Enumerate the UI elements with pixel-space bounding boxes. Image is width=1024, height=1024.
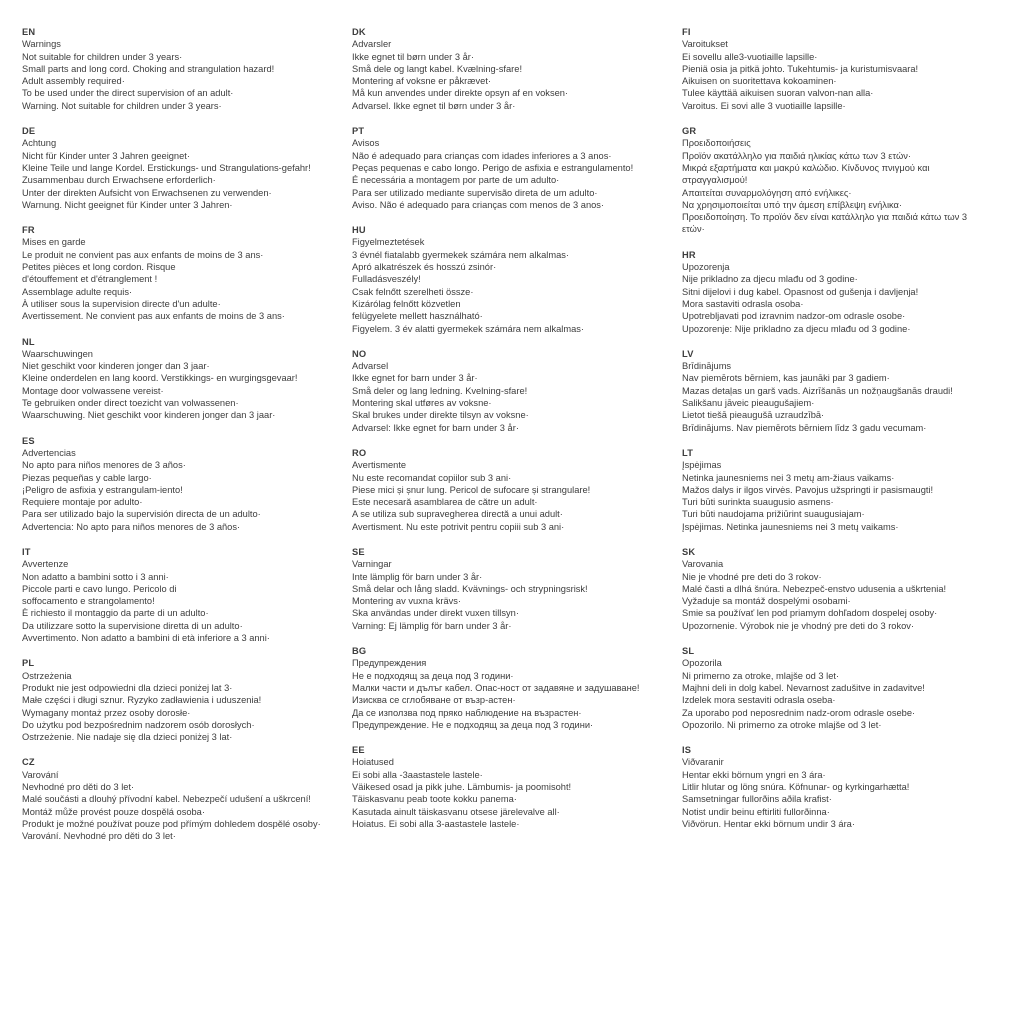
warning-line: Te gebruiken onder direct toezicht van volwassenen· <box>22 398 239 409</box>
language-code: DK <box>352 27 366 37</box>
section-title: Ostrzeżenia <box>22 670 72 681</box>
section-title: Προειδοποιήσεις <box>682 138 751 149</box>
warning-line: Ikke egnet til børn under 3 år· <box>352 51 474 62</box>
language-code: NO <box>352 348 367 359</box>
warning-line: Sitni dijelovi i dug kabel. Opasnost od gušenja i davljenja! <box>682 286 919 297</box>
warning-line: Montáž může provést pouze dospělá osoba· <box>22 806 205 817</box>
warning-line: Advarsel. Ikke egnet til børn under 3 år· <box>352 100 516 111</box>
warning-line: Majhni deli in dolg kabel. Nevarnost zadušitve in zadavitve! <box>682 682 925 693</box>
warning-line: Csak felnőtt szerelheti össze· <box>352 286 474 297</box>
warning-line: Litlir hlutar og löng snúra. Köfnunar- og kyrkingarhætta! <box>682 782 910 793</box>
language-section-lv <box>682 348 992 434</box>
warning-line: Netinka jaunesniems nei 3 metų am-žiaus vaikams· <box>682 472 895 483</box>
language-code: GR <box>682 126 697 137</box>
warning-line: Non adatto a bambini sotto i 3 anni· <box>22 571 169 582</box>
warning-line: soffocamento e strangolamento! <box>22 596 155 607</box>
warning-line: Små deler og lang ledning. Kvelning-sfare! <box>352 385 528 396</box>
warning-line: Upozornenie. Výrobok nie je vhodný pre deti do 3 rokov· <box>682 620 915 631</box>
warning-line: Piezas pequeñas y cable largo· <box>22 472 152 483</box>
warning-line: Opozorilo. Ni primerno za otroke mlajše od 3 let· <box>682 719 882 730</box>
warning-line: Pieniä osia ja pitkä johto. Tukehtumis- ja kuristumisvaara! <box>682 63 919 74</box>
language-code: EE <box>352 745 365 756</box>
warning-line: Įspėjimas. Netinka jaunesniems nei 3 metų vaikams· <box>682 521 899 532</box>
language-section-bg <box>352 645 662 731</box>
warning-line: Não é adequado para crianças com idades inferiores a 3 anos· <box>352 150 612 161</box>
language-code: PT <box>352 126 365 137</box>
language-section-ee <box>352 744 662 830</box>
warning-line: Apró alkatrészek és hosszú zsinór· <box>352 262 497 273</box>
section-title: Advarsel <box>352 361 389 372</box>
warning-line: d'étouffement et d'étranglement ! <box>22 274 158 285</box>
warning-line: Предупреждение. Не е подходящ за деца под 3 години· <box>352 719 594 730</box>
warning-line: Upozorenje: Nije prikladno za djecu mlađu od 3 godine· <box>682 323 911 334</box>
language-code: IT <box>22 546 31 557</box>
warning-line: Małe części i długi sznur. Ryzyko zadławienia i uduszenia! <box>22 695 262 706</box>
language-code: FI <box>682 27 691 37</box>
warning-line: Малки части и дълъг кабел. Опас-ност от задавяне и задушаване! <box>352 682 640 693</box>
section-title: Hoiatused <box>352 757 394 768</box>
warning-line: Nevhodné pro děti do 3 let· <box>22 782 135 793</box>
language-code: ES <box>22 435 35 446</box>
warning-line: No apto para niños menores de 3 años· <box>22 460 186 471</box>
warning-line: Malé součásti a dlouhý přívodní kabel. Nebezpečí udušení a uškrcení! <box>22 794 311 805</box>
warning-line: Μικρά εξαρτήματα και μακρύ καλώδιο. Κίνδυνος πνιγμού και στραγγαλισμού! <box>682 162 930 186</box>
warning-line: Montering af voksne er påkrævet· <box>352 76 491 87</box>
section-title: Предупреждения <box>352 658 427 669</box>
warning-line: Para ser utilizado bajo la supervisión directa de un adulto· <box>22 509 261 520</box>
warning-line: Ei sobi alla -3aastastele lastele· <box>352 769 483 780</box>
warning-line: È richiesto il montaggio da parte di un adulto· <box>22 608 209 619</box>
warning-line: Nije prikladno za djecu mlađu od 3 godine· <box>682 274 858 285</box>
warning-line: Adult assembly required· <box>22 76 125 87</box>
warning-line: Avertissement. Ne convient pas aux enfants de moins de 3 ans· <box>22 311 285 322</box>
warning-line: Ostrzeżenie. Nie nadaje się dla dzieci poniżej 3 lat· <box>22 732 233 743</box>
language-code: EN <box>22 27 36 37</box>
section-title: Avertismente <box>352 460 407 471</box>
warning-line: Do użytku pod bezpośrednim nadzorem osób dorosłych· <box>22 719 255 730</box>
section-title: Upozorenja <box>682 262 730 273</box>
warning-line: Warnung. Nicht geeignet für Kinder unter 3 Jahren· <box>22 199 233 210</box>
section-title: Avvertenze <box>22 559 69 570</box>
warning-line: Varoitus. Ei sovi alle 3 vuotiaille lapsille· <box>682 100 846 111</box>
section-title: Advertencias <box>22 447 76 458</box>
warning-line: Produkt je možné používat pouze pod přímým dohledem dospělé osoby· <box>22 818 321 829</box>
section-title: Avisos <box>352 138 380 149</box>
language-code: RO <box>352 447 367 458</box>
warning-line: Montering skal utføres av voksne· <box>352 398 492 409</box>
language-section-sl <box>682 645 992 731</box>
language-section-pt <box>352 125 662 211</box>
warning-line: Montage door volwassene vereist· <box>22 385 164 396</box>
section-title: Įspėjimas <box>682 460 722 471</box>
section-title: Varoitukset <box>682 39 728 50</box>
warning-line: Turi būti naudojama prižiūrint suaugusiajam· <box>682 509 865 520</box>
language-section-se <box>352 546 662 632</box>
warning-line: Samsetningar fullorðins aðila krafist· <box>682 794 832 805</box>
warning-line: Kasutada ainult täiskasvanu otsese järelevalve all· <box>352 806 560 817</box>
language-section-hr <box>682 249 992 335</box>
warning-line: Montering av vuxna krävs· <box>352 596 462 607</box>
warning-line: 3 évnél fiatalabb gyermekek számára nem alkalmas· <box>352 249 570 260</box>
section-title: Advarsler <box>352 39 392 50</box>
language-section-cz <box>22 756 332 842</box>
warning-line: Figyelem. 3 év alatti gyermekek számára nem alkalmas· <box>352 323 584 334</box>
warning-line: Kleine Teile und lange Kordel. Erstickungs- und Strangulations-gefahr! <box>22 162 311 173</box>
warning-line: Piese mici și șnur lung. Pericol de sufocare și strangulare! <box>352 484 591 495</box>
language-section-is <box>682 744 992 830</box>
section-title: Varování <box>22 769 59 780</box>
warning-line: Да се използва под пряко наблюдение на възрастен· <box>352 707 582 718</box>
warning-line: Изисква се сглобяване от възр-астен· <box>352 695 516 706</box>
language-code: LT <box>682 447 694 458</box>
warning-line: Små delar och lång sladd. Kvävnings- och strypningsrisk! <box>352 583 588 594</box>
language-code: IS <box>682 745 692 756</box>
warning-line: ¡Peligro de asfixia y estrangulam-iento! <box>22 484 183 495</box>
section-title: Opozorila <box>682 658 722 669</box>
language-section-es <box>22 435 332 533</box>
warning-line: Turi būti surinkta suaugusio asmens· <box>682 497 834 508</box>
warning-line: Malé časti a dlhá šnúra. Nebezpeč-enstvo udusenia a uškrtenia! <box>682 583 947 594</box>
language-section-gr <box>682 125 992 236</box>
warning-line: Kleine onderdelen en lang koord. Verstikkings- en wurgingsgevaar! <box>22 373 298 384</box>
warning-line: Kizárólag felnőtt közvetlen <box>352 298 461 309</box>
warning-line: Mora sastaviti odrasla osoba· <box>682 298 804 309</box>
warning-line: felügyelete mellett használható· <box>352 311 483 322</box>
warning-line: À utiliser sous la supervision directe d'un adulte· <box>22 298 221 309</box>
warning-line: To be used under the direct supervision of an adult· <box>22 88 234 99</box>
language-code: SK <box>682 546 696 557</box>
language-code: FR <box>22 225 35 236</box>
warning-line: Niet geschikt voor kinderen jonger dan 3 jaar· <box>22 361 210 372</box>
warning-line: Piccole parti e cavo lungo. Pericolo di <box>22 583 177 594</box>
warning-line: A se utiliza sub supravegherea directă a unui adult· <box>352 509 563 520</box>
warning-line: Må kun anvendes under direkte opsyn af en voksen· <box>352 88 569 99</box>
warning-line: Le produit ne convient pas aux enfants de moins de 3 ans· <box>22 249 264 260</box>
language-code: HU <box>352 225 366 236</box>
warning-line: Väikesed osad ja pikk juhe. Lämbumis- ja poomisoht! <box>352 782 572 793</box>
warning-line: Wymagany montaż przez osoby dorosłe· <box>22 707 191 718</box>
warning-line: Peças pequenas e cabo longo. Perigo de asfixia e estrangulamento! <box>352 162 634 173</box>
warning-line: Små dele og langt kabel. Kvælning-sfare! <box>352 63 523 74</box>
warning-line: Προειδοποίηση. Το προϊόν δεν είναι κατάλληλο για παιδιά κάτω των 3 ετών· <box>682 212 968 235</box>
section-title: Mises en garde <box>22 237 86 248</box>
section-title: Waarschuwingen <box>22 348 93 359</box>
language-code: DE <box>22 126 36 137</box>
language-section-fr <box>22 224 332 322</box>
warning-line: Hoiatus. Ei sobi alla 3-aastastele lastele· <box>352 818 520 829</box>
column-3 <box>682 26 992 1024</box>
warning-line: Ei sovellu alle3-vuotiaille lapsille· <box>682 51 818 62</box>
warning-line: Izdelek mora sestaviti odrasla oseba· <box>682 695 836 706</box>
warning-line: Avvertimento. Non adatto a bambini di età inferiore a 3 anni· <box>22 633 270 644</box>
section-title: Viðvaranir <box>682 757 724 768</box>
warning-line: Nav piemērots bērniem, kas jaunāki par 3 gadiem· <box>682 373 890 384</box>
warning-line: Requiere montaje por adulto· <box>22 497 143 508</box>
warning-line: Aikuisen on suoritettava kokoaminen· <box>682 76 837 87</box>
warning-line: Advertencia: No apto para niños menores de 3 años· <box>22 521 241 532</box>
warning-line: Tulee käyttää aikuisen suoran valvon-nan alla· <box>682 88 874 99</box>
warning-line: Lietot tiešā pieaugušā uzraudzībā· <box>682 410 825 421</box>
warning-line: Warning. Not suitable for children under 3 years· <box>22 100 222 111</box>
warning-line: Za uporabo pod neposrednim nadz-orom odrasle osebe· <box>682 707 916 718</box>
warning-line: Vyžaduje sa montáž dospelými osobami· <box>682 596 851 607</box>
warning-line: Upotrebljavati pod izravnim nadzor-om odrasle osobe· <box>682 311 906 322</box>
warning-line: Не е подходящ за деца под 3 години· <box>352 670 514 681</box>
warning-line: Avertisment. Nu este potrivit pentru copiii sub 3 ani· <box>352 521 565 532</box>
warning-line: Hentar ekki börnum yngri en 3 ára· <box>682 769 826 780</box>
language-code: CZ <box>22 757 35 768</box>
language-code: BG <box>352 646 367 657</box>
language-code: NL <box>22 336 35 347</box>
section-title: Varningar <box>352 559 392 570</box>
warning-line: Nicht für Kinder unter 3 Jahren geeignet· <box>22 150 190 161</box>
warning-line: Zusammenbau durch Erwachsene erforderlich· <box>22 175 216 186</box>
warning-line: Petites pièces et long cordon. Risque <box>22 262 176 273</box>
language-section-dk <box>352 26 662 112</box>
language-code: LV <box>682 348 694 359</box>
warning-line: Mažos dalys ir ilgos virvės. Pavojus užspringti ir pasismaugti! <box>682 484 934 495</box>
warning-line: Να χρησιμοποιείται υπό την άμεση επίβλεψη ενήλικα· <box>682 199 903 210</box>
warning-line: Notist undir beinu eftirliti fullorðinna· <box>682 806 830 817</box>
section-title: Warnings <box>22 39 61 50</box>
section-title: Figyelmeztetések <box>352 237 425 248</box>
warning-line: Varning: Ej lämplig för barn under 3 år· <box>352 620 512 631</box>
warning-line: Varování. Nevhodné pro děti do 3 let· <box>22 831 176 842</box>
warning-line: Small parts and long cord. Choking and strangulation hazard! <box>22 63 275 74</box>
language-section-it <box>22 546 332 644</box>
warning-line: Mazas detaļas un garš vads. Aizrīšanās un nožņaugšanās draudi! <box>682 385 953 396</box>
warning-line: É necessária a montagem por parte de um adulto· <box>352 175 560 186</box>
warning-line: Unter der direkten Aufsicht von Erwachsenen zu verwenden· <box>22 187 272 198</box>
warning-line: Not suitable for children under 3 years· <box>22 51 183 62</box>
warning-line: Viðvörun. Hentar ekki börnum undir 3 ára· <box>682 818 855 829</box>
language-section-nl <box>22 336 332 422</box>
language-code: HR <box>682 249 696 260</box>
warning-line: Απαιτείται συναρμολόγηση από ενήλικες· <box>682 187 852 198</box>
column-1 <box>22 26 332 1024</box>
language-code: SL <box>682 646 695 657</box>
language-section-de <box>22 125 332 211</box>
warning-line: Para ser utilizado mediante supervisão direta de um adulto· <box>352 187 598 198</box>
section-title: Varovania <box>682 559 724 570</box>
language-code: PL <box>22 658 35 669</box>
column-2 <box>352 26 662 1024</box>
warning-line: Brīdinājums. Nav piemērots bērniem līdz 3 gadu vecumam· <box>682 422 927 433</box>
section-title: Achtung <box>22 138 57 149</box>
language-section-en <box>22 26 332 112</box>
warning-line: Assemblage adulte requis· <box>22 286 133 297</box>
language-section-sk <box>682 546 992 632</box>
warning-line: Salikšanu jāveic pieaugušajiem· <box>682 398 815 409</box>
warning-line: Waarschuwing. Niet geschikt voor kinderen jonger dan 3 jaar· <box>22 410 276 421</box>
language-section-ro <box>352 447 662 533</box>
warning-line: Προϊόν ακατάλληλο για παιδιά ηλικίας κάτω των 3 ετών· <box>682 150 911 161</box>
warning-line: Skal brukes under direkte tilsyn av voksne· <box>352 410 529 421</box>
warning-line: Täiskasvanu peab toote kokku panema· <box>352 794 517 805</box>
warning-line: Nie je vhodné pre deti do 3 rokov· <box>682 571 822 582</box>
warning-line: Este necesară asamblarea de către un adult· <box>352 497 538 508</box>
warning-line: Ni primerno za otroke, mlajše od 3 let· <box>682 670 840 681</box>
warning-line: Ska användas under direkt vuxen tillsyn· <box>352 608 519 619</box>
warning-line: Inte lämplig för barn under 3 år· <box>352 571 483 582</box>
warning-line: Aviso. Não é adequado para crianças com menos de 3 anos· <box>352 199 605 210</box>
language-section-no <box>352 348 662 434</box>
warning-line: Advarsel: Ikke egnet for barn under 3 år· <box>352 422 519 433</box>
warning-line: Ikke egnet for barn under 3 år· <box>352 373 478 384</box>
language-section-hu <box>352 224 662 335</box>
language-section-pl <box>22 657 332 743</box>
section-title: Brīdinājums <box>682 361 732 372</box>
warning-line: Da utilizzare sotto la supervisione diretta di un adulto· <box>22 620 243 631</box>
warning-line: Nu este recomandat copiilor sub 3 ani· <box>352 472 512 483</box>
language-section-fi <box>682 26 992 112</box>
language-section-lt <box>682 447 992 533</box>
warning-line: Smie sa používať len pod priamym dohľadom dospelej osoby· <box>682 608 938 619</box>
warning-line: Fulladásveszély! <box>352 274 421 285</box>
language-code: SE <box>352 546 365 557</box>
warning-line: Produkt nie jest odpowiedni dla dzieci poniżej lat 3· <box>22 682 233 693</box>
